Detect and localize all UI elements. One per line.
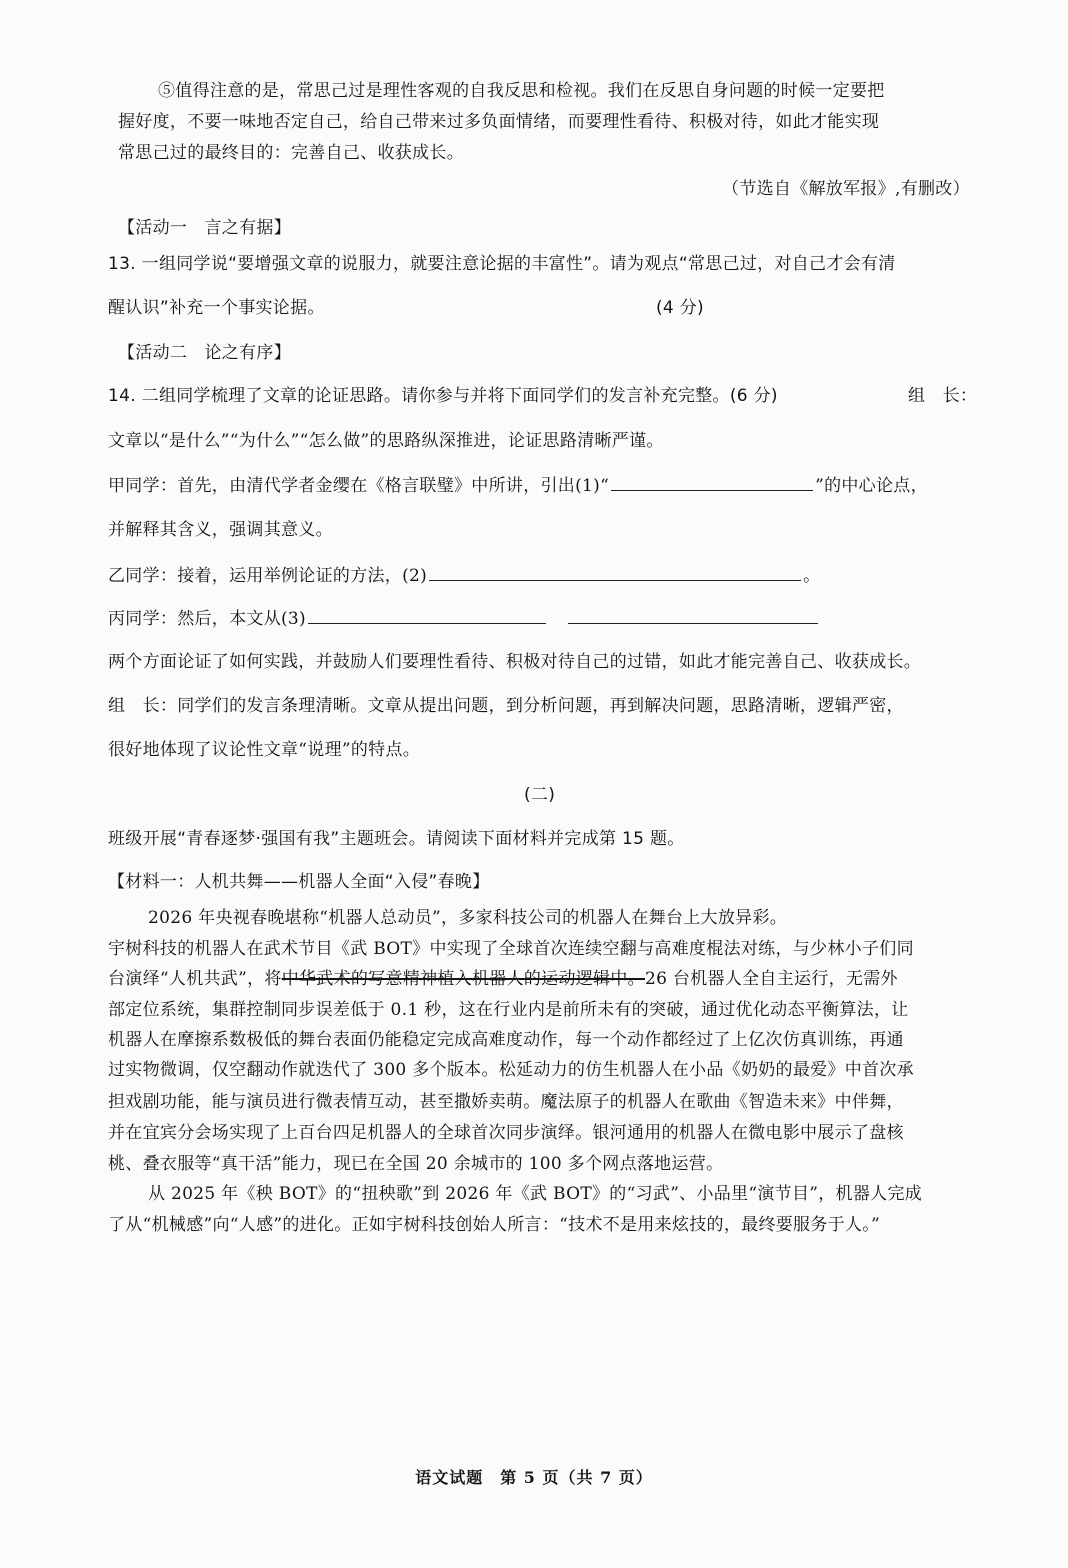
material-paragraph-2-line-1: 宇树科技的机器人在武术节目《武 BOT》中实现了全球首次连续空翻与高难度棍法对练，与少林小子们同 bbox=[108, 939, 914, 959]
student-jia-text-a: 甲同学：首先，由清代学者金缨在《格言联璧》中所讲，引出(1)“ bbox=[108, 476, 610, 496]
answer-blank-3b[interactable] bbox=[568, 607, 818, 624]
material-text: 26 台机器人全自主运行，无需外 bbox=[645, 969, 898, 989]
group-leader-label: 组 长： bbox=[908, 386, 978, 406]
answer-blank-2[interactable] bbox=[429, 564, 801, 581]
passage-source: （节选自《解放军报》,有删改） bbox=[722, 179, 970, 199]
material-paragraph-2-line-6: 担戏剧功能，能与演员进行微表情互动，甚至撒娇卖萌。魔法原子的机器人在歌曲《智造未来》中伴舞， bbox=[108, 1092, 904, 1112]
question-14-line: 14. 二组同学梳理了文章的论证思路。请你参与并将下面同学们的发言补充完整。(6 分) bbox=[108, 386, 778, 406]
student-yi-text-b: 。 bbox=[803, 566, 821, 586]
question-13-line-1: 13. 一组同学说“要增强文章的说服力，就要注意论据的丰富性”。请为观点“常思己过，对自己才会有清 bbox=[108, 254, 896, 274]
student-jia-text-b: ”的中心论点， bbox=[815, 476, 928, 496]
material-text: 台演绎“人机共武”，将 bbox=[108, 969, 282, 989]
student-yi-text-a: 乙同学：接着，运用举例论证的方法，(2) bbox=[108, 566, 428, 586]
student-bing-line-1 bbox=[108, 607, 820, 630]
section-number: (二) bbox=[524, 785, 556, 805]
material-paragraph-2-line-3: 部定位系统，集群控制同步误差低于 0.1 秒，这在行业内是前所未有的突破，通过优化动态平衡算法，让 bbox=[108, 1000, 909, 1020]
passage-paragraph-5-line-1: ⑤值得注意的是，常思己过是理性客观的自我反思和检视。我们在反思自身问题的时候一定要把 bbox=[158, 81, 885, 101]
material-paragraph-3-line-2: 了从“机械感”向“人感”的进化。正如宇树科技创始人所言：“技术不是用来炫技的，最终要服务于人。” bbox=[108, 1215, 881, 1235]
student-bing-text-a: 丙同学：然后，本文从(3) bbox=[108, 609, 306, 629]
group-leader-summary-line-2: 很好地体现了议论性文章“说理”的特点。 bbox=[108, 740, 421, 760]
passage-paragraph-5-line-2: 握好度，不要一味地否定自己，给自己带来过多负面情绪，而要理性看待、积极对待，如此才能实现 bbox=[118, 112, 880, 132]
material-paragraph-2-line-8: 桃、叠衣服等“真干活”能力，现已在全国 20 余城市的 100 多个网点落地运营。 bbox=[108, 1154, 724, 1174]
material-paragraph-2-line-7: 并在宜宾分会场实现了上百台四足机器人的全球首次同步演绎。银河通用的机器人在微电影中展示了盘核 bbox=[108, 1123, 904, 1143]
struck-through-text: 中华武术的写意精神植入机器人的运动逻辑中。 bbox=[281, 969, 645, 989]
group-leader-summary-line-1: 组 长：同学们的发言条理清晰。文章从提出问题，到分析问题，再到解决问题，思路清晰，逻辑严密， bbox=[108, 696, 904, 716]
student-jia-line-1 bbox=[108, 474, 928, 497]
student-bing-line-2: 两个方面论证了如何实践，并鼓励人们要理性看待、积极对待自己的过错，如此才能完善自己、收获成长。 bbox=[108, 652, 922, 672]
material-paragraph-3-line-1: 从 2025 年《秧 BOT》的“扭秧歌”到 2026 年《武 BOT》的“习武”、小品里“演节目”，机器人完成 bbox=[148, 1184, 923, 1204]
answer-blank-1[interactable] bbox=[611, 474, 813, 491]
student-yi-line bbox=[108, 564, 820, 587]
passage-paragraph-5-line-3: 常思己过的最终目的：完善自己、收获成长。 bbox=[118, 143, 464, 163]
question-13-points: (4 分) bbox=[656, 298, 704, 318]
student-jia-line-2: 并解释其含义，强调其意义。 bbox=[108, 520, 333, 540]
group-leader-statement: 文章以“是什么”“为什么”“怎么做”的思路纵深推进，论证思路清晰严谨。 bbox=[108, 431, 664, 451]
page-footer: 语文试题 第 5 页（共 7 页） bbox=[415, 1468, 653, 1487]
question-13-line-2: 醒认识”补充一个事实论据。 bbox=[108, 298, 325, 318]
activity-1-heading: 【活动一 言之有据】 bbox=[118, 218, 291, 238]
material-paragraph-2-line-2 bbox=[108, 968, 898, 990]
section-2-intro: 班级开展“青春逐梦·强国有我”主题班会。请阅读下面材料并完成第 15 题。 bbox=[108, 829, 685, 849]
material-paragraph-1: 2026 年央视春晚堪称“机器人总动员”，多家科技公司的机器人在舞台上大放异彩。 bbox=[148, 908, 788, 928]
material-paragraph-2-line-4: 机器人在摩擦系数极低的舞台表面仍能稳定完成高难度动作，每一个动作都经过了上亿次仿真训练，再通 bbox=[108, 1030, 904, 1050]
material-paragraph-2-line-5: 过实物微调，仅空翻动作就迭代了 300 多个版本。松延动力的仿生机器人在小品《奶奶的最爱》中首次承 bbox=[108, 1060, 914, 1080]
answer-blank-3a[interactable] bbox=[308, 607, 546, 624]
material-1-title: 【材料一：人机共舞——机器人全面“入侵”春晚】 bbox=[108, 872, 490, 892]
activity-2-heading: 【活动二 论之有序】 bbox=[118, 343, 291, 363]
